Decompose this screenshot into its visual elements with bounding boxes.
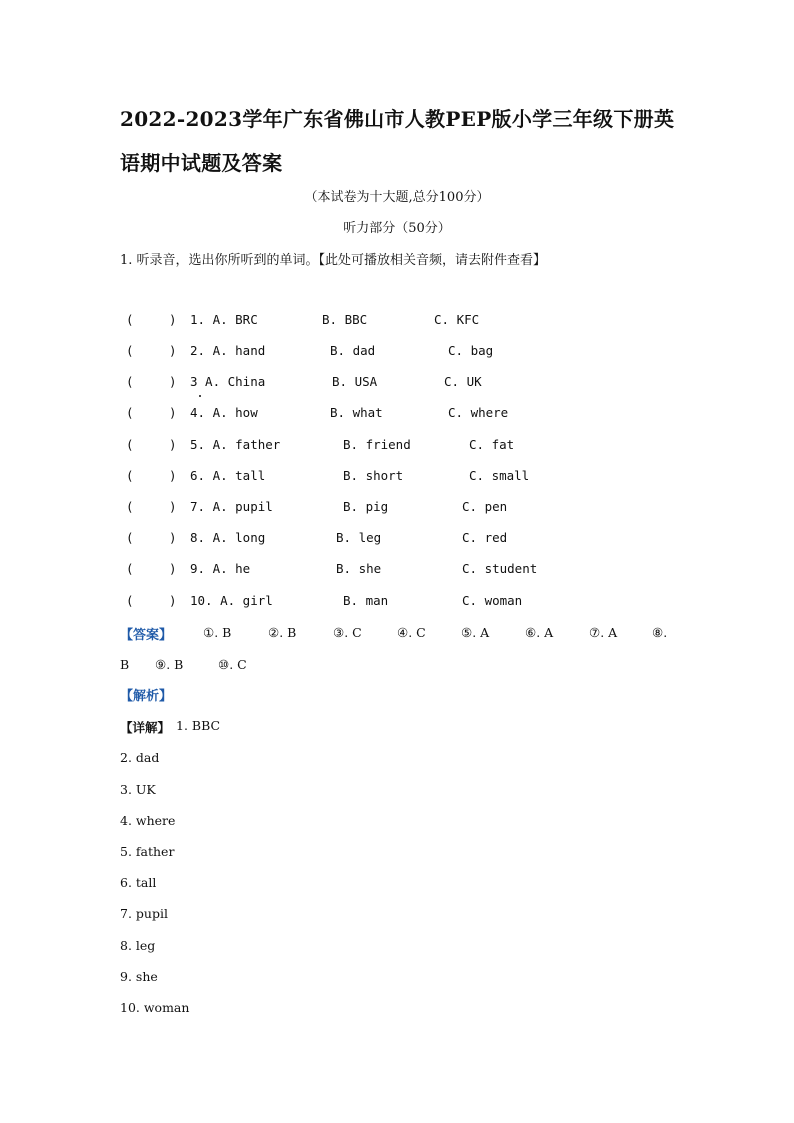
detail-line: 8. leg bbox=[120, 938, 156, 953]
detail-line: 2. dad bbox=[120, 750, 160, 765]
answer-item: ④. C bbox=[397, 625, 426, 640]
option-row bbox=[120, 405, 680, 423]
option-row bbox=[120, 468, 680, 486]
detail-line: 4. where bbox=[120, 813, 176, 828]
answer-item: ⑤. A bbox=[461, 625, 490, 640]
answer-paren-open: ( bbox=[126, 530, 134, 545]
option-c: C. UK bbox=[444, 374, 482, 389]
option-a: 10. A. girl bbox=[190, 593, 273, 608]
exam-subtitle: （本试卷为十大题,总分100分） bbox=[304, 190, 490, 205]
answer-row-2 bbox=[0, 657, 794, 675]
answer-paren-close: ) bbox=[169, 343, 177, 358]
option-b: B. what bbox=[330, 405, 383, 420]
answer-item: ⑩. C bbox=[218, 657, 247, 672]
answer-paren-open: ( bbox=[126, 593, 134, 608]
option-b: B. dad bbox=[330, 343, 376, 358]
option-c: C. red bbox=[462, 530, 508, 545]
detail-label: 【详解】 bbox=[120, 720, 171, 735]
option-a: 4. A. how bbox=[190, 405, 258, 420]
answer-paren-open: ( bbox=[126, 437, 134, 452]
option-a: 7. A. pupil bbox=[190, 499, 273, 514]
answer-paren-open: ( bbox=[126, 499, 134, 514]
option-row bbox=[120, 312, 680, 330]
option-a: 3 A. China bbox=[190, 374, 266, 389]
answer-paren-open: ( bbox=[126, 561, 134, 576]
answer-paren-close: ) bbox=[169, 530, 177, 545]
option-b: B. she bbox=[336, 561, 382, 576]
answer-label: 【答案】 bbox=[120, 628, 173, 643]
option-a: 1. A. BRC bbox=[190, 312, 258, 327]
option-b: B. friend bbox=[343, 437, 411, 452]
option-a: 6. A. tall bbox=[190, 468, 266, 483]
document-title-line-1: 2022-2023学年广东省佛山市人教PEP版小学三年级下册英 bbox=[120, 107, 675, 131]
option-b: B. BBC bbox=[322, 312, 368, 327]
option-c: C. KFC bbox=[434, 312, 480, 327]
answer-item: ③. C bbox=[333, 625, 362, 640]
option-c: C. student bbox=[462, 561, 538, 576]
answer-item: ①. B bbox=[203, 625, 232, 640]
answer-paren-open: ( bbox=[126, 468, 134, 483]
answer-paren-close: ) bbox=[169, 561, 177, 576]
answer-paren-close: ) bbox=[169, 437, 177, 452]
stray-dot-mark bbox=[199, 395, 201, 397]
option-row bbox=[120, 374, 680, 392]
document-title-line-2: 语期中试题及答案 bbox=[120, 151, 283, 175]
answer-row-1 bbox=[0, 625, 794, 643]
answer-paren-open: ( bbox=[126, 374, 134, 389]
option-row bbox=[120, 343, 680, 361]
detail-line: 10. woman bbox=[120, 1000, 190, 1015]
answer-paren-close: ) bbox=[169, 312, 177, 327]
option-b: B. USA bbox=[332, 374, 378, 389]
option-c: C. where bbox=[448, 405, 509, 420]
analysis-label: 【解析】 bbox=[120, 689, 173, 704]
option-b: B. short bbox=[343, 468, 404, 483]
option-b: B. man bbox=[343, 593, 389, 608]
answer-item: ②. B bbox=[268, 625, 297, 640]
answer-item: ⑥. A bbox=[525, 625, 554, 640]
answer-paren-close: ) bbox=[169, 374, 177, 389]
option-c: C. woman bbox=[462, 593, 523, 608]
option-a: 2. A. hand bbox=[190, 343, 266, 358]
answer-paren-open: ( bbox=[126, 312, 134, 327]
option-c: C. bag bbox=[448, 343, 494, 358]
answer-paren-open: ( bbox=[126, 405, 134, 420]
answer-item: B bbox=[120, 657, 130, 672]
option-c: C. fat bbox=[469, 437, 515, 452]
answer-paren-open: ( bbox=[126, 343, 134, 358]
detail-line: 9. she bbox=[120, 969, 158, 984]
option-a: 8. A. long bbox=[190, 530, 266, 545]
option-a: 9. A. he bbox=[190, 561, 251, 576]
option-row bbox=[120, 437, 680, 455]
detail-line: 1. BBC bbox=[176, 718, 221, 733]
option-b: B. leg bbox=[336, 530, 382, 545]
detail-line: 6. tall bbox=[120, 875, 157, 890]
answer-item: ⑦. A bbox=[589, 625, 618, 640]
answer-paren-close: ) bbox=[169, 405, 177, 420]
section-heading: 听力部分（50分） bbox=[343, 221, 451, 236]
answer-paren-close: ) bbox=[169, 499, 177, 514]
option-c: C. pen bbox=[462, 499, 508, 514]
option-c: C. small bbox=[469, 468, 530, 483]
option-row bbox=[120, 499, 680, 517]
question-1-prompt: 1. 听录音，选出你所听到的单词。【此处可播放相关音频，请去附件查看】 bbox=[120, 253, 547, 268]
answer-paren-close: ) bbox=[169, 593, 177, 608]
detail-line: 5. father bbox=[120, 844, 175, 859]
answer-item: ⑨. B bbox=[155, 657, 184, 672]
detail-line: 7. pupil bbox=[120, 906, 168, 921]
option-b: B. pig bbox=[343, 499, 389, 514]
option-a: 5. A. father bbox=[190, 437, 281, 452]
option-row bbox=[120, 593, 680, 611]
answer-item: ⑧. bbox=[652, 625, 668, 640]
option-row bbox=[120, 561, 680, 579]
option-row bbox=[120, 530, 680, 548]
answer-paren-close: ) bbox=[169, 468, 177, 483]
detail-line: 3. UK bbox=[120, 782, 156, 797]
